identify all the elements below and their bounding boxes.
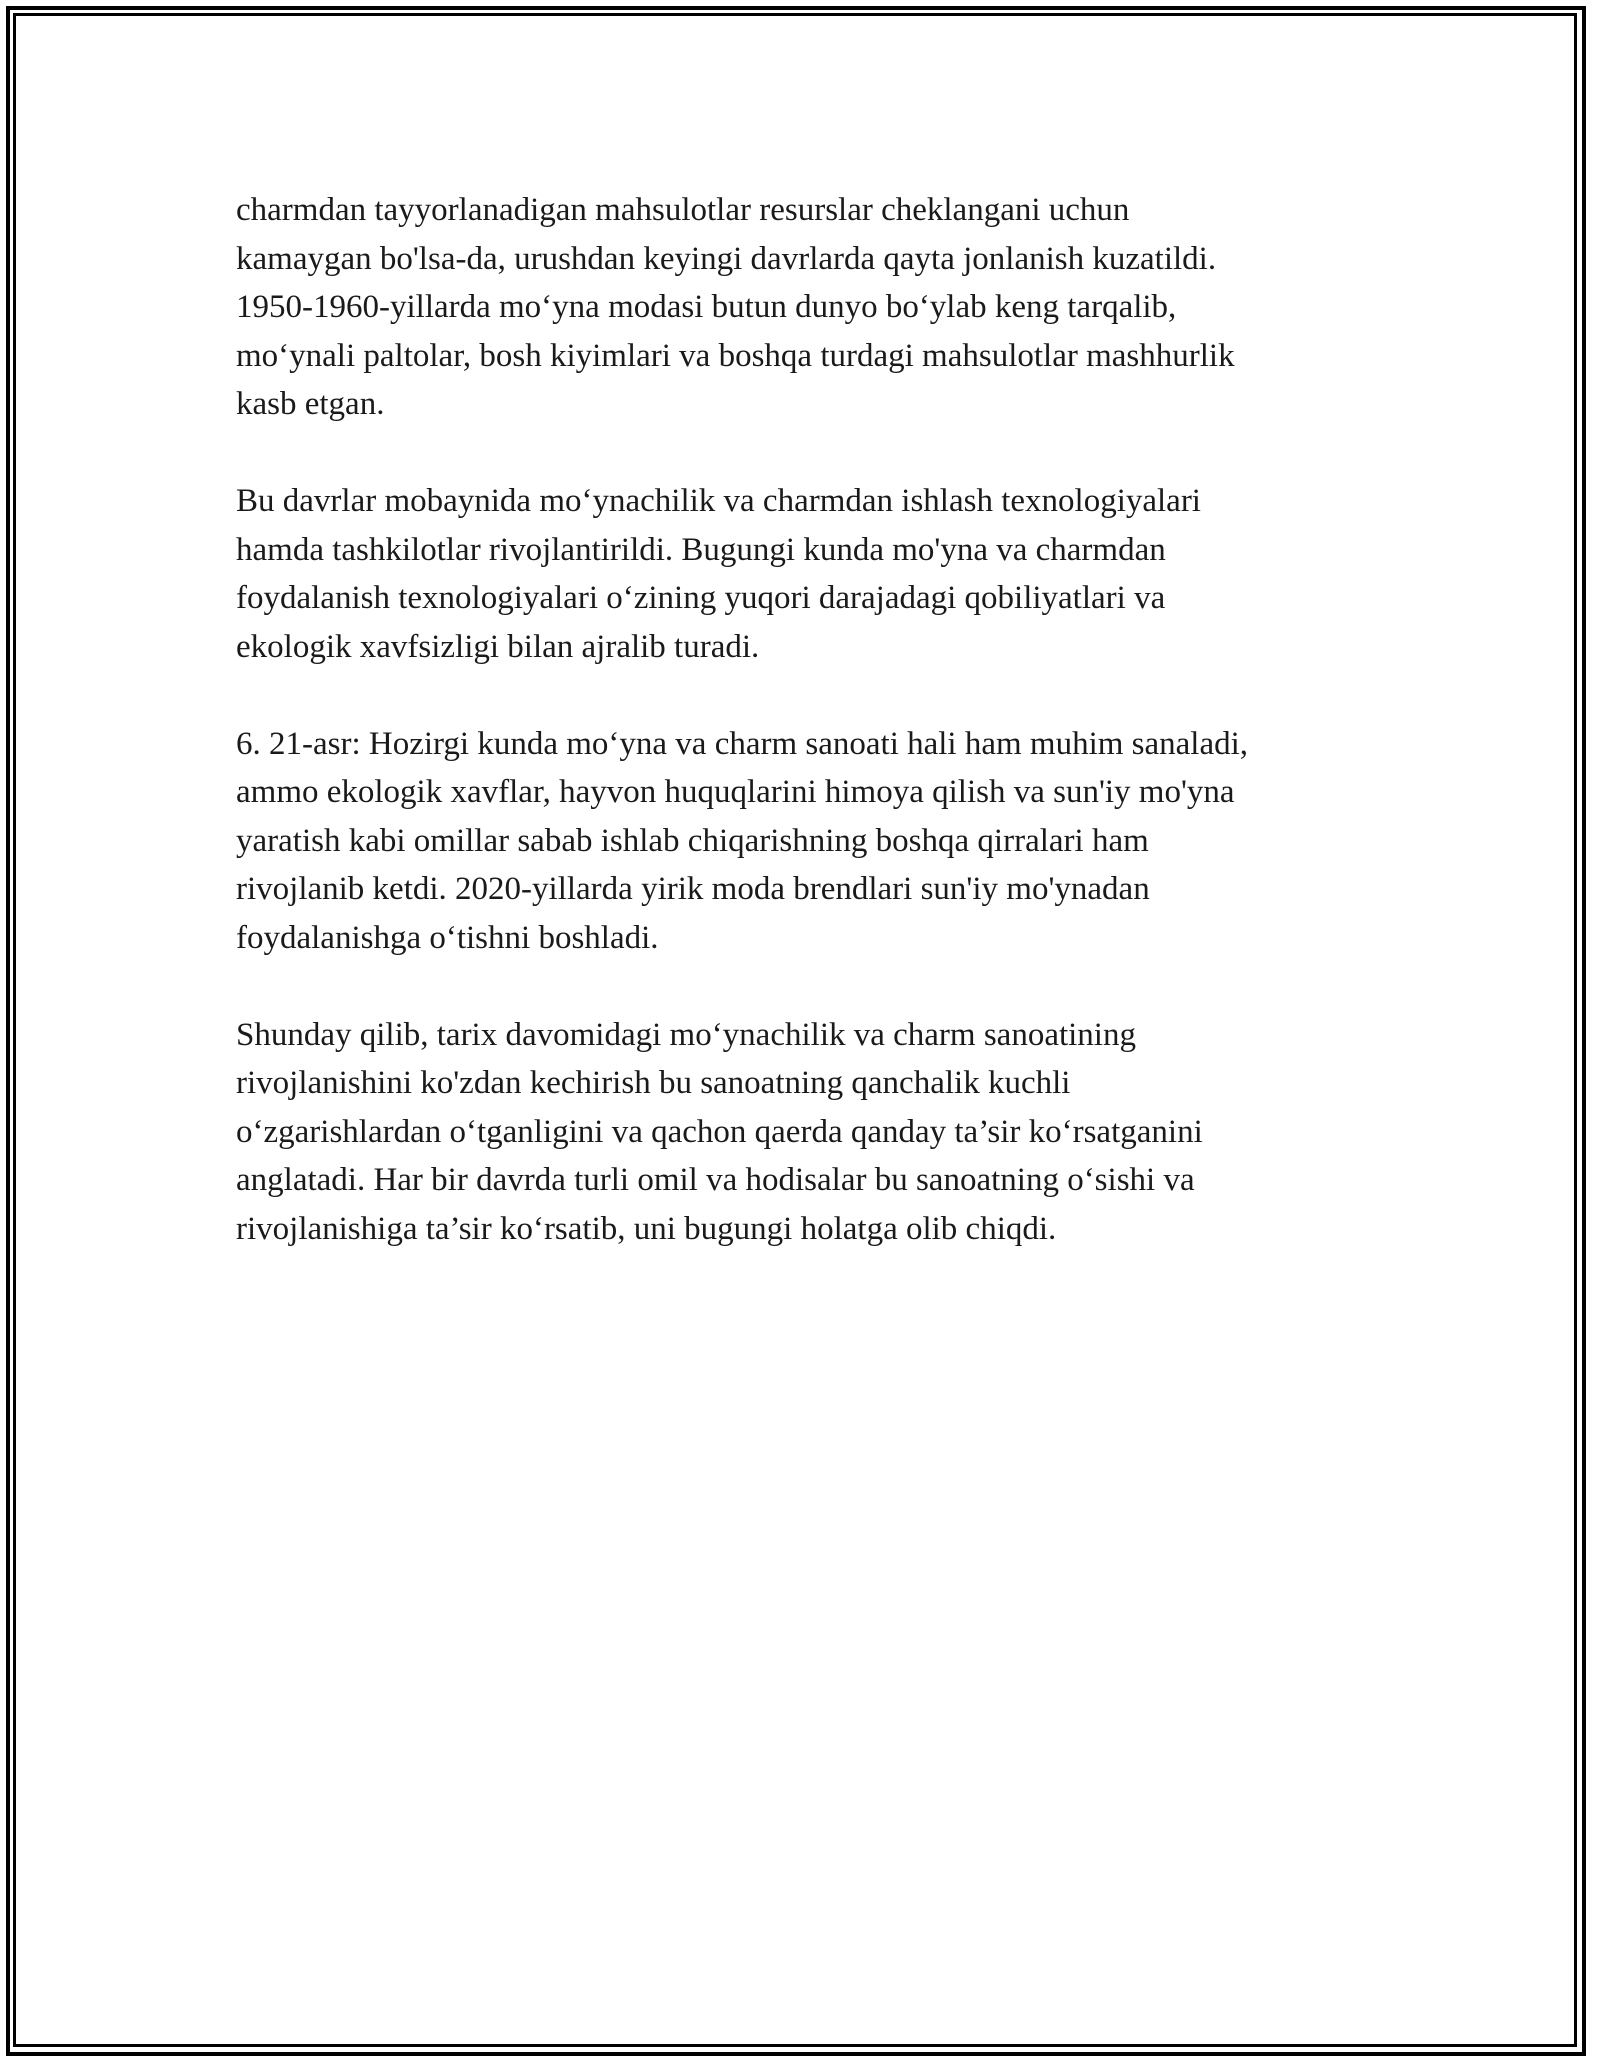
text-line: rivojlanishini ko'zdan kechirish bu sanoatning qanchalik kuchli <box>236 1065 1071 1101</box>
paragraph-conclusion <box>236 1011 1386 1254</box>
text-line: rivojlanib ketdi. 2020-yillarda yirik moda brendlari sun'iy mo'ynadan <box>236 871 1150 907</box>
text-line: ammo ekologik xavflar, hayvon huquqlarini himoya qilish va sun'iy mo'yna <box>236 774 1235 810</box>
paragraph-technology-development <box>236 477 1386 671</box>
text-line: kasb etgan. <box>236 386 385 422</box>
text-line: foydalanish texnologiyalari o‘zining yuqori darajadagi qobiliyatlari va <box>236 580 1166 616</box>
text-line: 6. 21-asr: Hozirgi kunda mo‘yna va charm sanoati hali ham muhim sanaladi, <box>236 725 1249 762</box>
paragraph-fur-fashion-postwar <box>236 186 1386 429</box>
text-line: foydalanishga o‘tishni boshladi. <box>236 919 659 956</box>
text-line: anglatadi. Har bir davrda turli omil va hodisalar bu sanoatning o‘sishi va <box>236 1162 1195 1198</box>
text-line: hamda tashkilotlar rivojlantirildi. Bugungi kunda mo'yna va charmdan <box>236 531 1166 568</box>
text-line: Bu davrlar mobaynida mo‘ynachilik va charmdan ishlash texnologiyalari <box>236 483 1201 519</box>
document-body <box>236 186 1386 1302</box>
paragraph-21st-century <box>236 720 1386 963</box>
text-line: o‘zgarishlardan o‘tganligini va qachon qaerda qanday ta’sir ko‘rsatganini <box>236 1113 1203 1150</box>
text-line: kamaygan bo'lsa-da, urushdan keyingi davrlarda qayta jonlanish kuzatildi. <box>236 240 1217 277</box>
text-line: mo‘ynali paltolar, bosh kiyimlari va boshqa turdagi mahsulotlar mashhurlik <box>236 337 1235 374</box>
text-line: Shunday qilib, tarix davomidagi mo‘ynachilik va charm sanoatining <box>236 1016 1136 1053</box>
text-line: yaratish kabi omillar sabab ishlab chiqarishning boshqa qirralari ham <box>236 822 1149 859</box>
text-line: rivojlanishiga ta’sir ko‘rsatib, uni bugungi holatga olib chiqdi. <box>236 1210 1057 1247</box>
text-line: ekologik xavfsizligi bilan ajralib turadi. <box>236 628 760 665</box>
text-line: charmdan tayyorlanadigan mahsulotlar resurslar cheklangani uchun <box>236 192 1130 228</box>
text-line: 1950-1960-yillarda mo‘yna modasi butun dunyo bo‘ylab keng tarqalib, <box>236 289 1177 325</box>
